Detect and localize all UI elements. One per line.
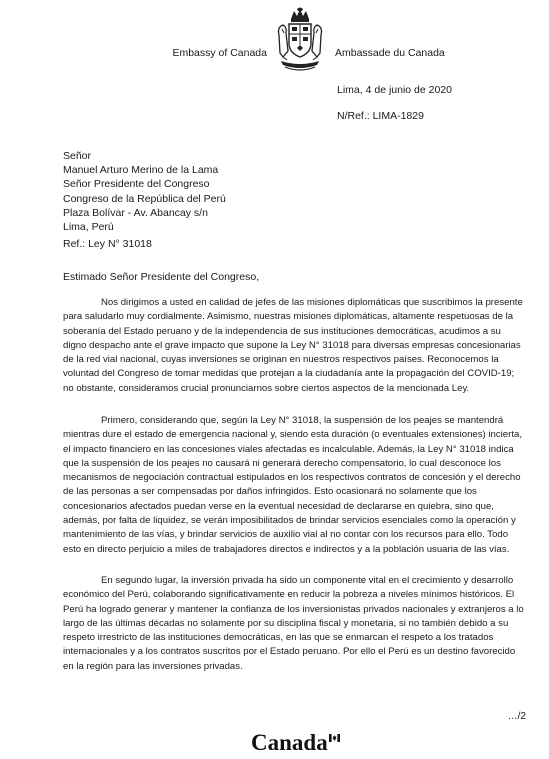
body-paragraph: Primero, considerando que, según la Ley N° 31018, la suspensión de los peajes se mantendrá mientras dure el estado de emergencia nacional y, siendo esta duración (o eventuales extensiones) incierta, el impacto financiero en las concesiones viales afectadas es incalculable. Además, la Ley N° 31018 indica que la suspensión de los peajes no causará ni generará derecho compensatorio, lo cual desconoce los mecanismos de negociación contractual estipulados en los respectivos contratos de concesión y el derecho de las personas a ser compensadas por daños infringidos. Esto ocasionará no solamente que los concesionarios afectados puedan verse en la eventual necesidad de declararse en quiebra, sino que, además, por falta de liquidez, se verán imposibilitados de brindar servicios esenciales como la operación y mantenimiento de las vías, y brindar servicios de auxilio vial al no contar con los recursos para ello. Todo esto en directo perjuicio a miles de trabajadores directos e indirectos y a la población usuaria de las vías. xyxy=(63,415,522,555)
wordmark-text: Canada xyxy=(251,730,328,755)
page-continuation-marker: …/2 xyxy=(507,711,526,722)
recipient-line: Lima, Perú xyxy=(63,221,114,234)
salutation: Estimado Señor Presidente del Congreso, xyxy=(63,271,260,283)
body-paragraph: En segundo lugar, la inversión privada ha sido un componente vital en el crecimiento y desarrollo económico del Perú, colaborando significativamente en reducir la pobreza a niveles mínimos históricos. El Perú ha logrado generar y mantener la confianza de los inversionistas privados nacionales y extranjeros a lo largo de las últimas décadas no solamente por su disciplina fiscal y monetaria, si no también debido a su respeto irrestricto de las instituciones democráticas, en las que se enmarcan el respeto a los tratados internacionales y a los contratos suscritos por el Estado peruano. Por ello el Perú es un destino favorecido en la región para las inversiones privadas. xyxy=(63,575,524,672)
body-paragraph: Nos dirigimos a usted en calidad de jefes de las misiones diplomáticas que suscribimos la presente para saludarlo muy cordialmente. Asimismo, nuestras misiones diplomáticas, altamente respetuosas de la soberanía del Estado peruano y de la independencia de sus instituciones democráticas, acudimos a su digno despacho ante el grave impacto que supone la Ley N° 31018 para diversas empresas concesionarias de la red vial nacional, cuyas inversiones se originan en nuestros respectivos países. Reconocemos la voluntad del Congreso de tomar medidas que protejan a la ciudadanía ante la propagación del COVID-19; no obstante, consideramos crucial pronunciarnos sobre ciertos aspectos de la mencionada Ley. xyxy=(63,297,523,394)
embassy-name-french: Ambassade du Canada xyxy=(335,47,445,59)
canada-coat-of-arms-icon xyxy=(275,7,325,75)
recipient-line: Plaza Bolívar - Av. Abancay s/n xyxy=(63,206,208,219)
reference-number: N/Ref.: LIMA-1829 xyxy=(337,110,424,122)
recipient-line: Manuel Arturo Merino de la Lama xyxy=(63,164,219,177)
canada-wordmark xyxy=(251,730,340,756)
canada-flag-icon xyxy=(329,734,340,742)
recipient-line: Señor xyxy=(63,150,92,162)
recipient-line: Congreso de la República del Perú xyxy=(63,192,226,205)
subject-line: Ref.: Ley N° 31018 xyxy=(63,238,152,250)
embassy-name-english: Embassy of Canada xyxy=(172,47,267,59)
recipient-address xyxy=(63,149,226,234)
recipient-line: Señor Presidente del Congreso xyxy=(63,178,210,191)
letter-date: Lima, 4 de junio de 2020 xyxy=(337,84,453,96)
